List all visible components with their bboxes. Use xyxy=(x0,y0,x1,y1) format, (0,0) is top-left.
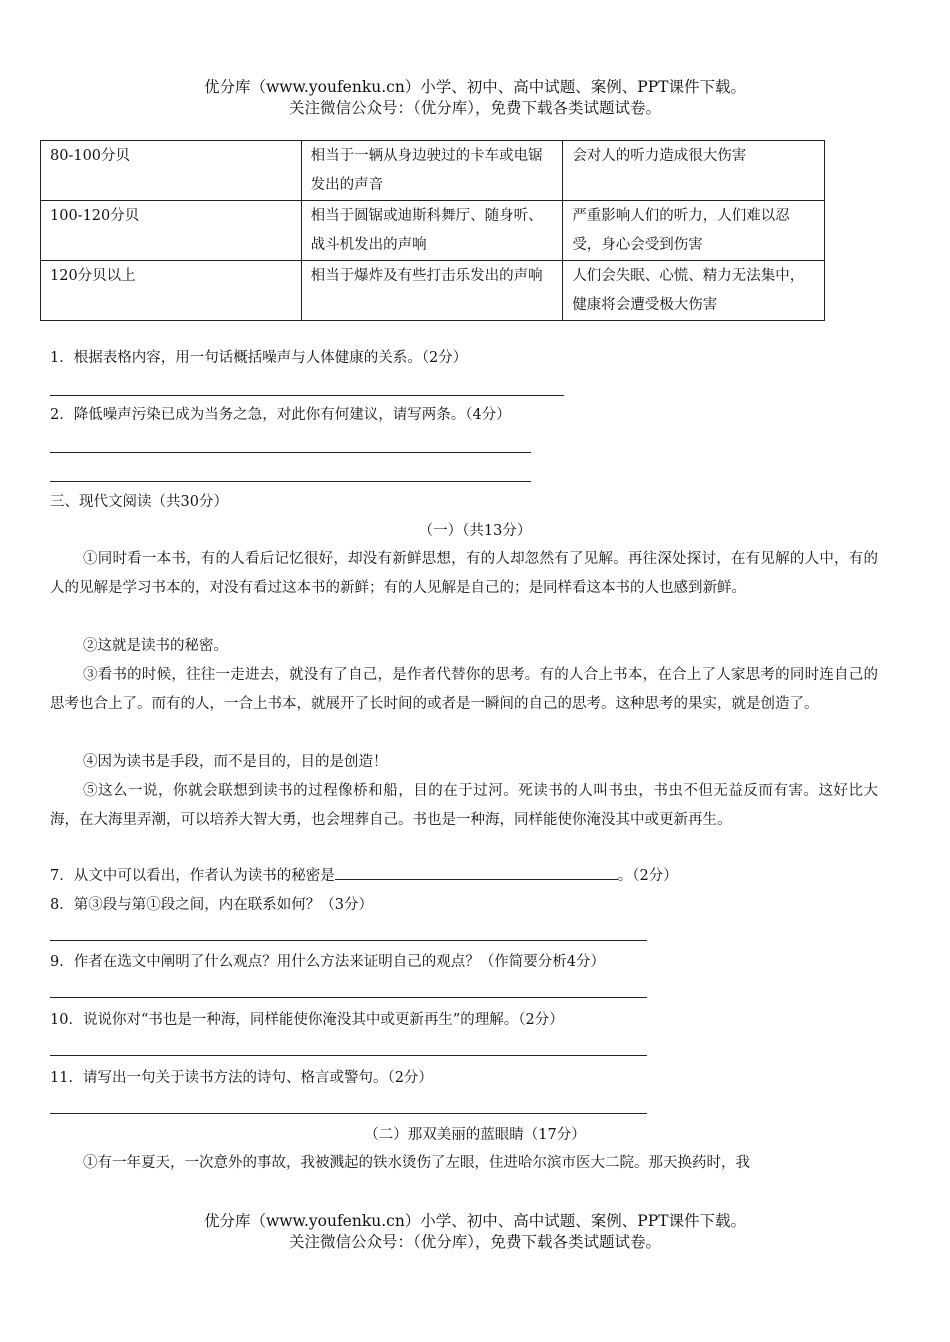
table-cell-source: 相当于一辆从身边驶过的卡车或电锯发出的声音 xyxy=(301,141,563,201)
question-9: 9．作者在选文中阐明了什么观点？用什么方法来证明自己的观点？（作简要分析4分） xyxy=(50,954,605,970)
passage-2-title: （二）那双美丽的蓝眼睛（17分） xyxy=(364,1127,586,1143)
passage-2-paragraph-1: ①有一年夏天，一次意外的事故，我被溅起的铁水烫伤了左眼，住进哈尔滨市医大二院。那天换药时，我 xyxy=(83,1155,750,1171)
answer-line-q11[interactable] xyxy=(50,1113,647,1114)
header-line-1: 优分库（www.youfenku.cn）小学、初中、高中试题、案例、PPT课件下载。 xyxy=(203,78,747,96)
page-header xyxy=(0,77,950,119)
question-10: 10．说说你对“书也是一种海，同样能使你淹没其中或更新再生”的理解。（2分） xyxy=(50,1012,564,1028)
table-cell-level: 120分贝以上 xyxy=(41,261,302,321)
passage-1-paragraph-4: ④因为读书是手段，而不是目的，目的是创造！ xyxy=(83,754,388,770)
answer-line-q1[interactable] xyxy=(50,395,564,396)
answer-line-q10[interactable] xyxy=(50,1055,647,1056)
passage-1-paragraph-1: ①同时看一本书，有的人看后记忆很好，却没有新鲜思想，有的人却忽然有了见解。再往深处探讨，在有见解的人中，有的人的见解是学习书本的，对没有看过这本书的新鲜；有的人见解是自己的；是同样看这本书的人也感到新鲜。 xyxy=(50,551,878,596)
page-footer xyxy=(0,1211,950,1253)
question-7-score: 。（2分） xyxy=(617,868,678,884)
question-7-text: 7．从文中可以看出，作者认为读书的秘密是 xyxy=(50,868,335,884)
table-cell-level: 100-120分贝 xyxy=(41,201,302,261)
table-cell-level: 80-100分贝 xyxy=(41,141,302,201)
answer-blank-q7[interactable] xyxy=(335,878,618,880)
table-cell-effect: 会对人的听力造成很大伤害 xyxy=(563,141,825,201)
footer-line-2: 关注微信公众号：（优分库），免费下载各类试题试卷。 xyxy=(288,1233,661,1251)
question-2: 2．降低噪声污染已成为当务之急，对此你有何建议，请写两条。（4分） xyxy=(50,407,511,423)
header-line-2: 关注微信公众号：（优分库），免费下载各类试题试卷。 xyxy=(288,99,661,117)
question-8: 8．第③段与第①段之间，内在联系如何？（3分） xyxy=(50,897,373,913)
noise-level-table xyxy=(40,140,825,321)
passage-1-paragraph-3: ③看书的时候，往往一走进去，就没有了自己，是作者代替你的思考。有的人合上书本，在合上了人家思考的同时连自己的思考也合上了。而有的人，一合上书本，就展开了长时间的或者是一瞬间的自己的思考。这种思考的果实，就是创造了。 xyxy=(50,667,878,712)
answer-line-q2b[interactable] xyxy=(50,481,531,482)
table-cell-source: 相当于圆锯或迪斯科舞厅、随身听、战斗机发出的声响 xyxy=(301,201,563,261)
passage-1-title: （一）（共13分） xyxy=(418,523,532,539)
question-7 xyxy=(50,866,678,886)
table-cell-effect: 严重影响人们的听力，人们难以忍受，身心会受到伤害 xyxy=(563,201,825,261)
answer-line-q9[interactable] xyxy=(50,997,647,998)
question-11: 11．请写出一句关于读书方法的诗句、格言或警句。（2分） xyxy=(50,1070,433,1086)
table-row xyxy=(41,201,825,261)
table-cell-source: 相当于爆炸及有些打击乐发出的声响 xyxy=(301,261,563,321)
passage-1-paragraph-5: ⑤这么一说，你就会联想到读书的过程像桥和船，目的在于过河。死读书的人叫书虫，书虫不但无益反而有害。这好比大海，在大海里弄潮，可以培养大智大勇，也会埋葬自己。书也是一种海，同样能使你淹没其中或更新再生。 xyxy=(50,783,878,828)
answer-line-q2a[interactable] xyxy=(50,452,531,453)
table-row xyxy=(41,261,825,321)
answer-line-q8[interactable] xyxy=(50,940,647,941)
footer-line-1: 优分库（www.youfenku.cn）小学、初中、高中试题、案例、PPT课件下载。 xyxy=(203,1212,747,1230)
table-row xyxy=(41,141,825,201)
section-title: 三、现代文阅读（共30分） xyxy=(50,494,228,510)
table-cell-effect: 人们会失眠、心慌、精力无法集中，健康将会遭受极大伤害 xyxy=(563,261,825,321)
question-1: 1．根据表格内容，用一句话概括噪声与人体健康的关系。（2分） xyxy=(50,350,468,366)
passage-1-paragraph-2: ②这就是读书的秘密。 xyxy=(83,638,228,654)
